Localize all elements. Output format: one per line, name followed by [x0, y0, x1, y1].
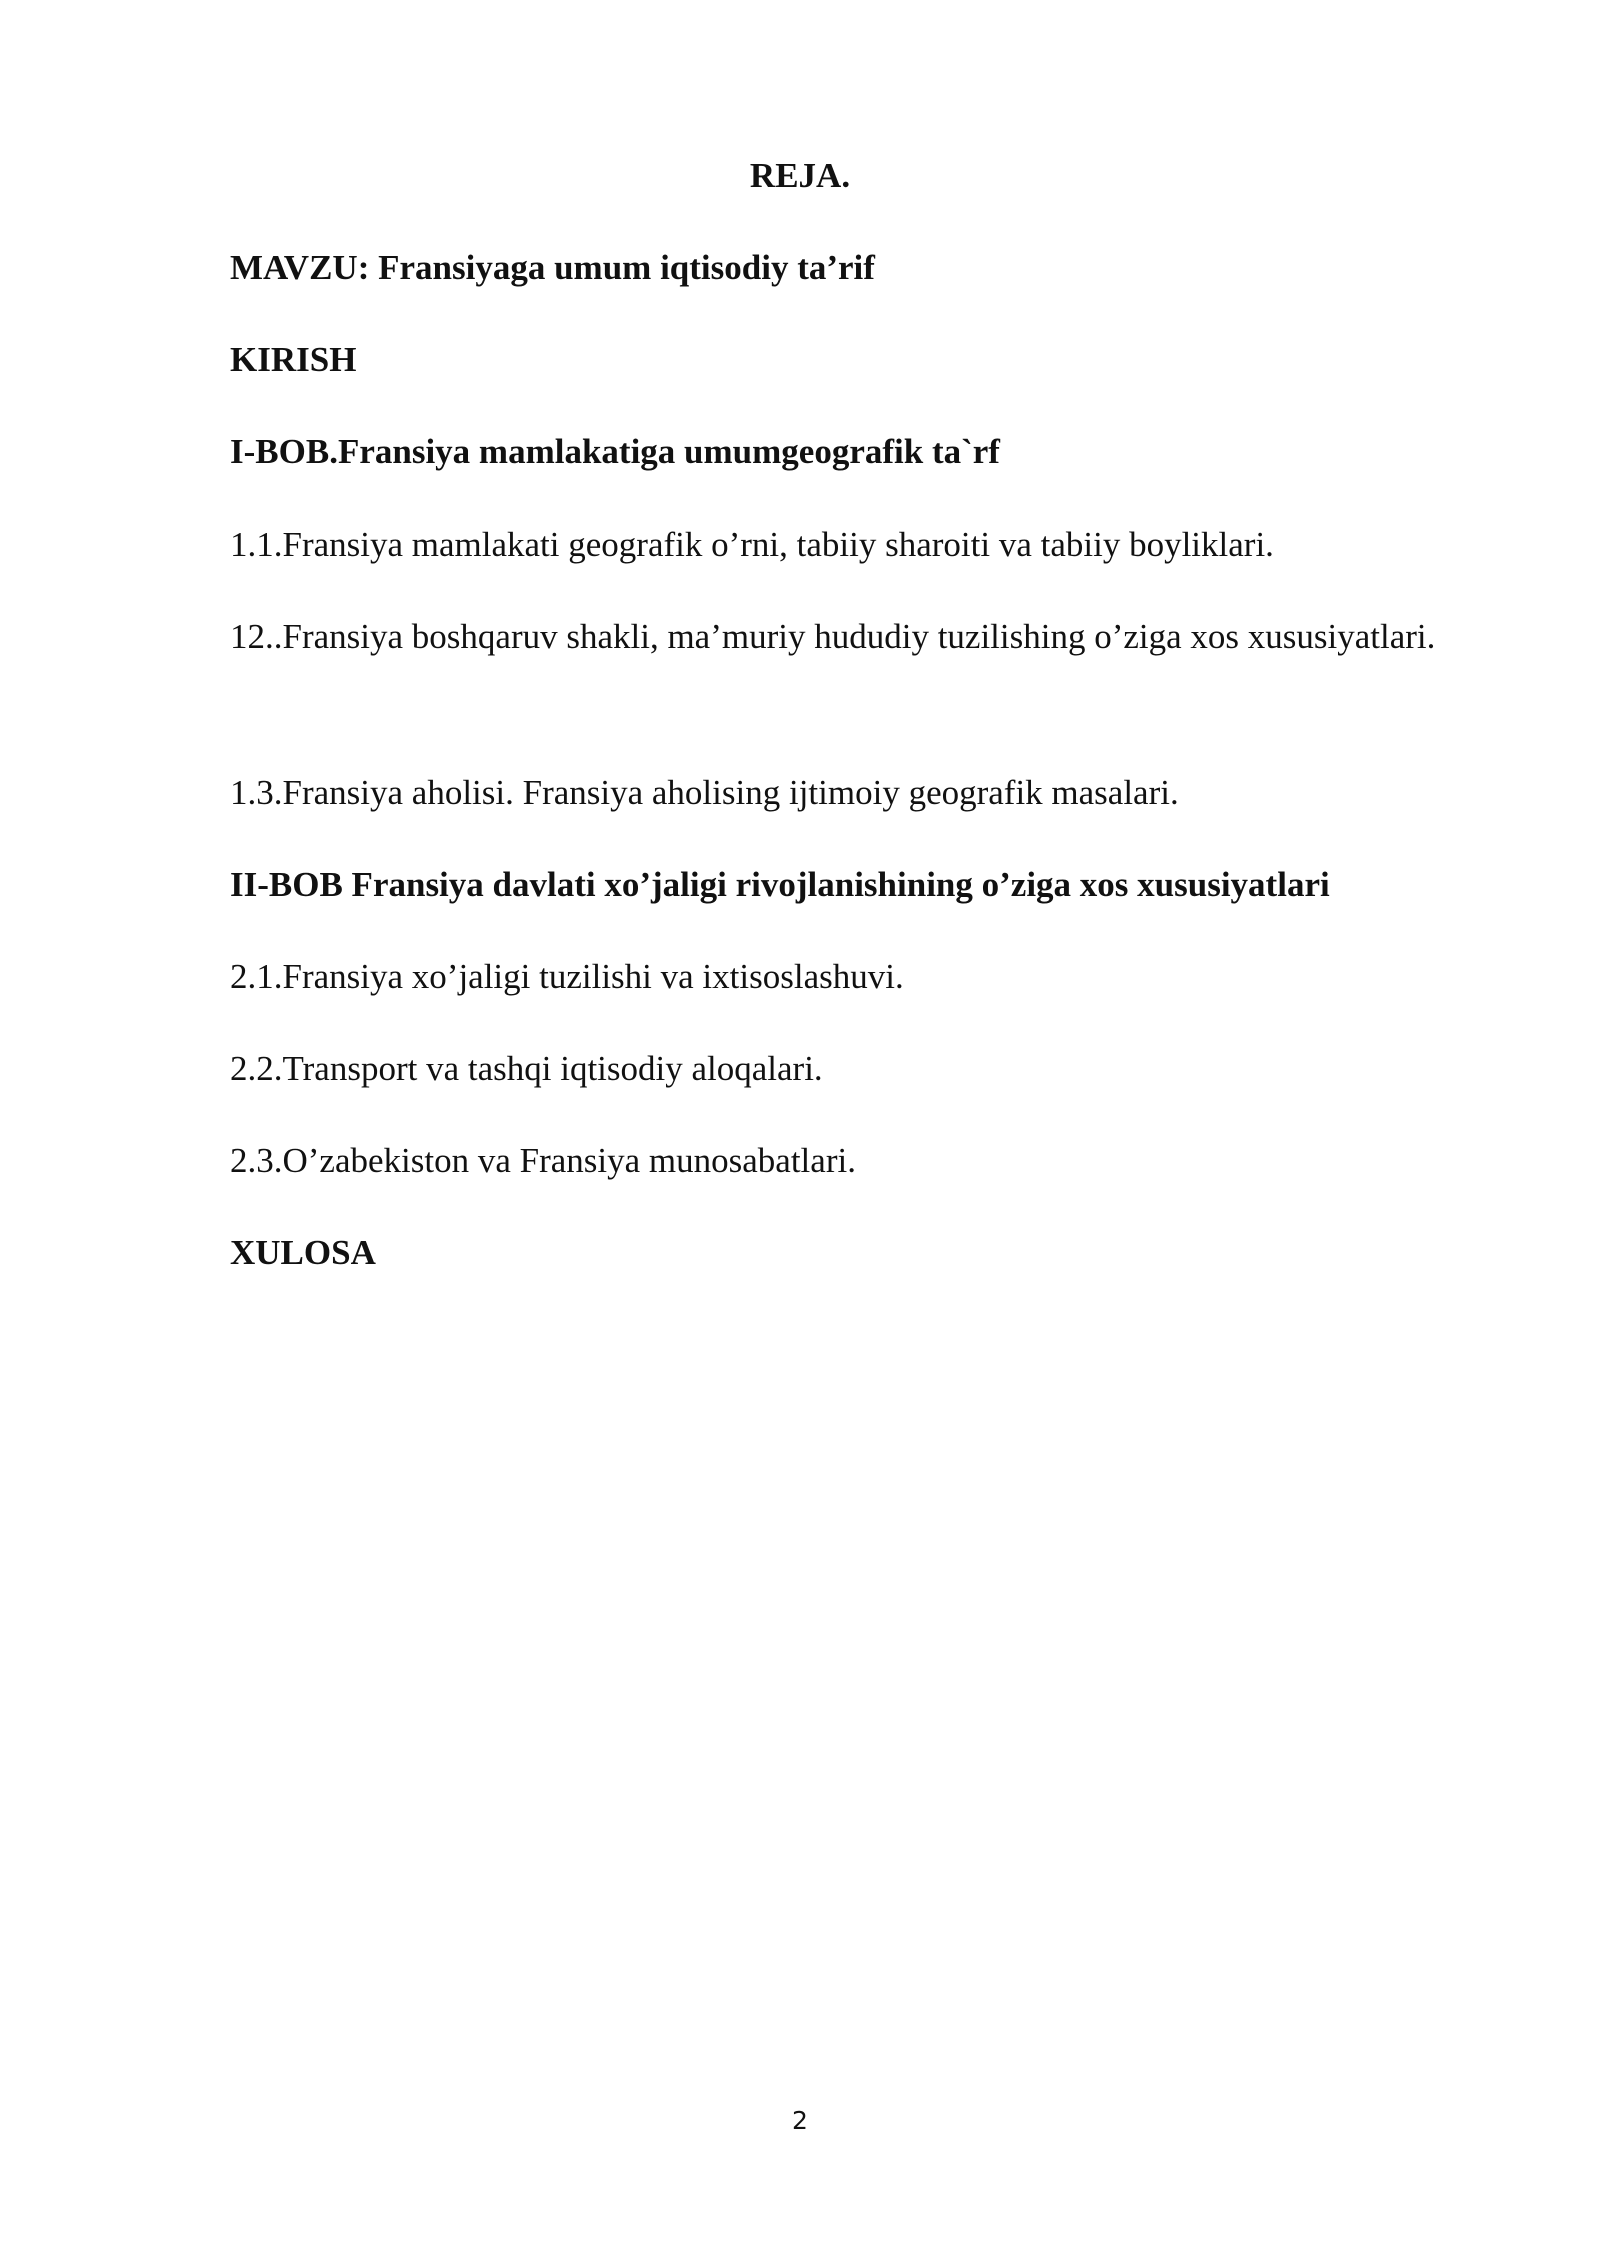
chapter2-item-1: 2.1.Fransiya xo’jaligi tuzilishi va ixtisoslashuvi.: [230, 957, 904, 996]
chapter1-item-1: 1.1.Fransiya mamlakati geografik o’rni, tabiiy sharoiti va tabiiy boyliklari.: [230, 525, 1274, 564]
chapter2-heading: II-BOB Fransiya davlati xo’jaligi rivojlanishining o’ziga xos xususiyatlari: [230, 865, 1330, 904]
chapter1-item-3: 1.3.Fransiya aholisi. Fransiya aholising ijtimoiy geografik masalari.: [230, 773, 1179, 812]
chapter2-item-3: 2.3.O’zabekiston va Fransiya munosabatlari.: [230, 1141, 856, 1180]
intro-heading: KIRISH: [230, 340, 357, 379]
chapter1-item-2: 12..Fransiya boshqaruv shakli, ma’muriy hududiy tuzilishing o’ziga xos xususiyatlari.: [230, 617, 1436, 656]
topic-heading: MAVZU: Fransiyaga umum iqtisodiy ta’rif: [230, 248, 875, 287]
conclusion-heading: XULOSA: [230, 1233, 376, 1272]
chapter1-heading: I-BOB.Fransiya mamlakatiga umumgeografik ta`rf: [230, 432, 1000, 471]
page-number: 2: [792, 2106, 808, 2135]
plan-title: REJA.: [749, 156, 851, 195]
chapter2-item-2: 2.2.Transport va tashqi iqtisodiy aloqalari.: [230, 1049, 823, 1088]
